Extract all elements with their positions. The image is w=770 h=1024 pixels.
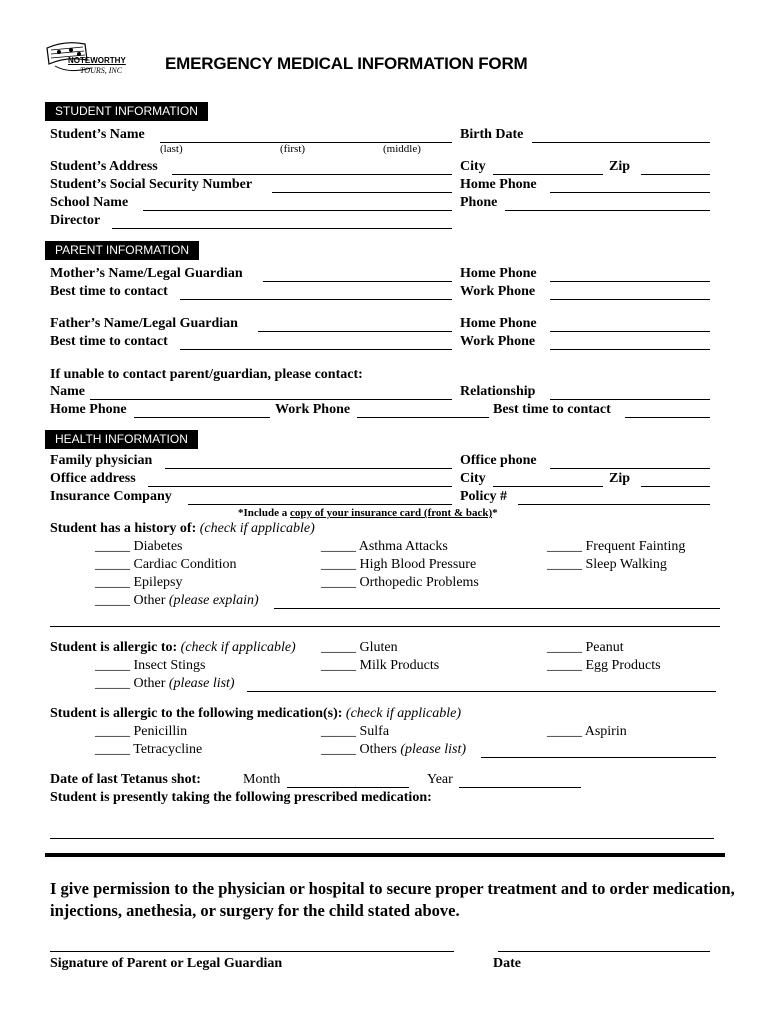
- logo-text-tours: TOURS, INC: [80, 66, 123, 75]
- office-city-field[interactable]: [493, 486, 603, 487]
- history-item[interactable]: _____ High Blood Pressure: [321, 557, 477, 572]
- policy-label: Policy #: [460, 489, 508, 504]
- insurance-label: Insurance Company: [50, 489, 172, 504]
- student-address-label: Student’s Address: [50, 159, 158, 174]
- birth-date-label: Birth Date: [460, 127, 524, 142]
- permission-statement: I give permission to the physician or hospital to secure proper treatment and to order medication, injections, anethesia, or surgery for the child stated above.: [50, 879, 735, 920]
- mother-home-phone-field[interactable]: [550, 281, 710, 282]
- name-sub-last: (last): [160, 143, 183, 155]
- prescribed-field[interactable]: [50, 838, 458, 839]
- student-home-phone-label: Home Phone: [460, 177, 537, 192]
- alt-home-phone-field[interactable]: [134, 417, 270, 418]
- father-work-phone-field[interactable]: [550, 349, 710, 350]
- med-others-field[interactable]: [481, 757, 716, 758]
- city-label: City: [460, 159, 486, 174]
- history-item[interactable]: _____ Orthopedic Problems: [321, 575, 479, 590]
- history-item[interactable]: _____ Sleep Walking: [547, 557, 667, 572]
- history-heading: Student has a history of: (check if applicable): [50, 521, 315, 536]
- tetanus-year-label: Year: [427, 772, 453, 787]
- tetanus-month-label: Month: [243, 772, 281, 787]
- birth-date-field[interactable]: [532, 142, 710, 143]
- mother-name-label: Mother’s Name/Legal Guardian: [50, 266, 243, 281]
- section-header-health: HEALTH INFORMATION: [45, 430, 198, 449]
- allergy-item[interactable]: _____ Gluten: [321, 640, 398, 655]
- section-header-parent: PARENT INFORMATION: [45, 241, 199, 260]
- relationship-field[interactable]: [550, 399, 710, 400]
- allergy-other-field[interactable]: [247, 691, 716, 692]
- office-phone-label: Office phone: [460, 453, 537, 468]
- tetanus-label: Date of last Tetanus shot:: [50, 772, 201, 787]
- alt-work-phone-label: Work Phone: [275, 402, 351, 417]
- alt-work-phone-field[interactable]: [357, 417, 489, 418]
- insurance-note: *Include a copy of your insurance card (front & back)*: [238, 507, 498, 519]
- alt-best-time-field[interactable]: [625, 417, 710, 418]
- history-other-field-2[interactable]: [50, 626, 720, 627]
- office-zip-field[interactable]: [641, 486, 710, 487]
- logo-text-noteworthy: NOTEWORTHY: [68, 56, 126, 65]
- ssn-field[interactable]: [272, 192, 452, 193]
- date-field[interactable]: [498, 951, 710, 952]
- office-address-label: Office address: [50, 471, 136, 486]
- school-name-label: School Name: [50, 195, 129, 210]
- office-address-field[interactable]: [148, 486, 452, 487]
- mother-home-phone-label: Home Phone: [460, 266, 537, 281]
- mother-best-time-field[interactable]: [180, 299, 452, 300]
- med-allergy-heading: Student is allergic to the following medication(s): (check if applicable): [50, 706, 461, 721]
- signature-label: Signature of Parent or Legal Guardian: [50, 956, 283, 971]
- allergy-other[interactable]: _____ Other (please list): [95, 676, 235, 691]
- director-field[interactable]: [112, 228, 452, 229]
- father-best-time-label: Best time to contact: [50, 334, 168, 349]
- alt-home-phone-label: Home Phone: [50, 402, 127, 417]
- prescribed-label: Student is presently taking the following prescribed medication:: [50, 790, 432, 805]
- history-item[interactable]: _____ Asthma Attacks: [321, 539, 448, 554]
- med-item[interactable]: _____ Aspirin: [547, 724, 627, 739]
- office-phone-field[interactable]: [550, 468, 710, 469]
- alt-best-time-label: Best time to contact: [493, 402, 611, 417]
- med-item[interactable]: _____ Tetracycline: [95, 742, 203, 757]
- page-title: EMERGENCY MEDICAL INFORMATION FORM: [165, 54, 528, 73]
- father-home-phone-field[interactable]: [550, 331, 710, 332]
- date-label: Date: [493, 956, 521, 971]
- med-item[interactable]: _____ Sulfa: [321, 724, 390, 739]
- mother-work-phone-field[interactable]: [550, 299, 710, 300]
- allergy-item[interactable]: _____ Insect Stings: [95, 658, 206, 673]
- history-other-field[interactable]: [274, 608, 720, 609]
- father-name-field[interactable]: [258, 331, 452, 332]
- student-home-phone-field[interactable]: [550, 192, 710, 193]
- alt-name-label: Name: [50, 384, 85, 399]
- school-phone-field[interactable]: [505, 210, 710, 211]
- history-other[interactable]: _____ Other (please explain): [95, 593, 259, 608]
- father-name-label: Father’s Name/Legal Guardian: [50, 316, 238, 331]
- mother-work-phone-label: Work Phone: [460, 284, 536, 299]
- zip-field[interactable]: [641, 174, 710, 175]
- school-phone-label: Phone: [460, 195, 498, 210]
- city-field[interactable]: [493, 174, 603, 175]
- divider-rule: [45, 853, 725, 857]
- med-item[interactable]: _____ Penicillin: [95, 724, 188, 739]
- section-header-student: STUDENT INFORMATION: [45, 102, 208, 121]
- mother-name-field[interactable]: [263, 281, 452, 282]
- name-sub-first: (first): [280, 143, 306, 155]
- allergy-item[interactable]: _____ Egg Products: [547, 658, 661, 673]
- prescribed-field-2[interactable]: [458, 838, 714, 839]
- allergy-item[interactable]: _____ Milk Products: [321, 658, 440, 673]
- mother-best-time-label: Best time to contact: [50, 284, 168, 299]
- allergy-heading: Student is allergic to: (check if applicable): [50, 640, 296, 655]
- office-zip-label: Zip: [609, 471, 631, 486]
- father-best-time-field[interactable]: [180, 349, 452, 350]
- alt-contact-intro: If unable to contact parent/guardian, please contact:: [50, 367, 363, 382]
- relationship-label: Relationship: [460, 384, 536, 399]
- physician-field[interactable]: [165, 468, 452, 469]
- school-name-field[interactable]: [143, 210, 452, 211]
- history-item[interactable]: _____ Cardiac Condition: [95, 557, 237, 572]
- insurance-field[interactable]: [188, 504, 452, 505]
- history-item[interactable]: _____ Diabetes: [95, 539, 183, 554]
- office-city-label: City: [460, 471, 486, 486]
- history-item[interactable]: _____ Epilepsy: [95, 575, 183, 590]
- student-address-field[interactable]: [172, 174, 452, 175]
- student-name-label: Student’s Name: [50, 127, 145, 142]
- tetanus-year-field[interactable]: [459, 787, 581, 788]
- alt-name-field[interactable]: [90, 399, 452, 400]
- father-work-phone-label: Work Phone: [460, 334, 536, 349]
- policy-field[interactable]: [518, 504, 710, 505]
- zip-label: Zip: [609, 159, 631, 174]
- history-item[interactable]: _____ Frequent Fainting: [547, 539, 686, 554]
- ssn-label: Student’s Social Security Number: [50, 177, 253, 192]
- med-others[interactable]: _____ Others (please list): [321, 742, 467, 757]
- father-home-phone-label: Home Phone: [460, 316, 537, 331]
- tetanus-month-field[interactable]: [287, 787, 409, 788]
- signature-field[interactable]: [50, 951, 454, 952]
- director-label: Director: [50, 213, 101, 228]
- name-sub-middle: (middle): [383, 143, 421, 155]
- allergy-item[interactable]: _____ Peanut: [547, 640, 624, 655]
- physician-label: Family physician: [50, 453, 153, 468]
